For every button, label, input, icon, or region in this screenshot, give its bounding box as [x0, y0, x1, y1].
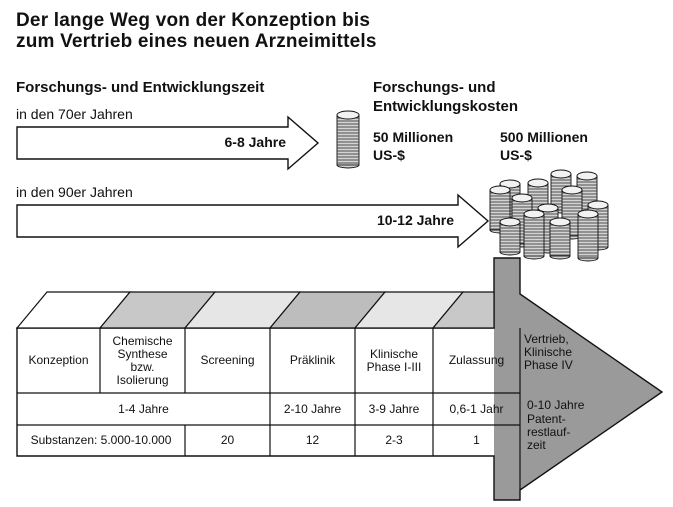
- duration-vertrieb: 0-10 Jahre: [527, 397, 585, 412]
- phase-klinisch: [355, 328, 433, 393]
- title-line-2: zum Vertrieb eines neuen Arzneimittels: [16, 31, 377, 52]
- coin-stack-top: [550, 218, 570, 226]
- phase-screening-label: Screening: [200, 353, 255, 367]
- patent-line-2: restlauf-: [527, 425, 571, 439]
- phase-screening: [185, 328, 270, 393]
- coin-stack-70-icon: [337, 111, 359, 168]
- phase-vertrieb-line-2: Klinische: [524, 345, 573, 359]
- coin-stack-body: [337, 115, 359, 165]
- coin-stack-top: [551, 170, 571, 178]
- era-70-label: in den 70er Jahren: [16, 106, 133, 122]
- phase-klinisch-line-2: Phase I-III: [366, 359, 422, 374]
- cost-90-unit: US-$: [500, 147, 532, 163]
- cost-70-unit: US-$: [373, 147, 405, 163]
- substances-klinisch: 2-3: [385, 433, 403, 447]
- patent-line-3: zeit: [527, 438, 546, 452]
- phase-konzeption-label: Konzeption: [28, 353, 89, 367]
- phase-synthese-line-1: Chemische: [112, 333, 173, 348]
- time-heading: Forschungs- und Entwicklungszeit: [16, 79, 265, 96]
- phase-vertrieb-line-3: Phase IV: [524, 358, 573, 372]
- substances-early: Substanzen: 5.000-10.000: [30, 433, 172, 447]
- substances-vertrieb: [527, 413, 597, 461]
- phase-synthese: [100, 328, 185, 393]
- title-line-1: Der lange Weg von der Konzeption bis: [16, 10, 371, 31]
- duration-zulassung: 0,6-1 Jahr: [449, 401, 504, 416]
- phase-vertrieb: [524, 333, 594, 389]
- cost-90-value: 500 Millionen: [500, 129, 588, 145]
- cost-heading-line-1: Forschungs- und: [373, 79, 496, 96]
- phase-konzeption: [17, 328, 100, 393]
- era-90-label: in den 90er Jahren: [16, 184, 133, 200]
- coin-stack-top: [562, 186, 582, 194]
- era-70-duration: 6-8 Jahre: [224, 134, 286, 150]
- coin-stack-top: [500, 218, 520, 226]
- phase-klinisch-line-1: Klinische: [369, 346, 419, 361]
- phase-praeklinik: [270, 328, 355, 393]
- era-90-duration: 10-12 Jahre: [376, 212, 454, 228]
- phase-synthese-line-2: Synthese: [117, 346, 168, 361]
- phase-synthese-line-4: Isolierung: [116, 372, 169, 387]
- coin-stack-top: [577, 172, 597, 180]
- coin-stack-body: [550, 222, 570, 256]
- cost-70: [373, 128, 453, 164]
- phase-synthese-line-3: bzw.: [130, 359, 155, 374]
- cost-heading-line-2: Entwicklungskosten: [373, 98, 519, 115]
- coin-stack-top: [337, 111, 359, 119]
- coin-stack-top: [588, 201, 608, 209]
- substances-zulassung: 1: [473, 433, 480, 447]
- coin-stacks-90-icon: [490, 170, 608, 261]
- coin-stack-top: [578, 210, 598, 218]
- phase-zulassung-label: Zulassung: [448, 353, 505, 367]
- phase-praeklinik-label: Präklinik: [289, 353, 336, 367]
- coin-stack-top: [490, 186, 510, 194]
- coin-stack-body: [578, 214, 598, 258]
- cost-90: [500, 128, 588, 164]
- coin-stack-top: [524, 210, 544, 218]
- duration-praeklinik: 2-10 Jahre: [283, 401, 342, 416]
- substances-praeklinik: 12: [305, 433, 320, 447]
- cost-70-value: 50 Millionen: [373, 129, 454, 145]
- duration-early: 1-4 Jahre: [118, 401, 169, 416]
- phase-vertrieb-line-1: Vertrieb,: [524, 332, 569, 346]
- coin-stack-top: [512, 194, 532, 202]
- coin-stack-top: [528, 179, 548, 187]
- duration-klinisch: 3-9 Jahre: [368, 401, 420, 416]
- substances-screening: 20: [220, 433, 235, 447]
- patent-line-1: Patent-: [527, 412, 566, 426]
- phase-zulassung: [433, 328, 520, 393]
